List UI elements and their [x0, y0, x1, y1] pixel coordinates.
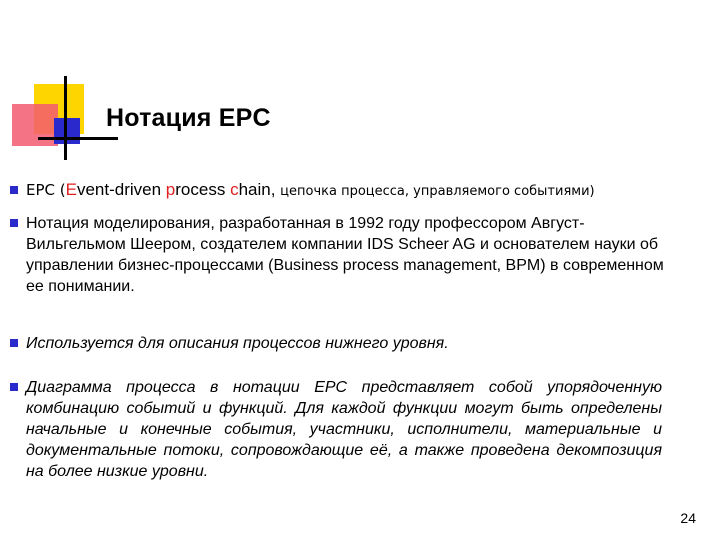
slide-title: Нотация EPC	[106, 104, 271, 132]
paragraph-usage: Используется для описания процессов нижнего уровня.	[26, 335, 449, 352]
lead-p-rest: rocess	[175, 180, 231, 199]
paragraph-definition: Нотация моделирования, разработанная в 1992 году профессором Август-Вильгельмом Шеером, создателем компании IDS Scheer AG и основателем науки об управлении бизнес-процессами (Business process management, BPM) в современном ее понимании.	[26, 215, 664, 295]
lead-abbr: EPC	[26, 181, 55, 199]
lead-p-first: p	[165, 180, 176, 199]
bullet-square-icon	[10, 383, 18, 391]
bullet-square-icon	[10, 219, 18, 227]
paragraph-diagram: Диаграмма процесса в нотации EPC представляет собой упорядоченную комбинацию событий и функций. Для каждой функции могут быть определены начальные и конечные события, участники, исполнители, материальные и документальные потоки, сопровождающие её, а также проведена декомпозиция на более низкие уровни.	[26, 379, 662, 480]
lead-open-paren: (	[55, 181, 66, 199]
slide-logo	[0, 0, 120, 170]
logo-blue-square	[54, 118, 80, 144]
lead-russian: цепочка процесса, управляемого событиями)	[280, 184, 595, 199]
page-number: 24	[680, 510, 696, 526]
lead-c-first: c	[230, 180, 239, 199]
lead-e-first: E	[65, 180, 77, 199]
lead-line	[26, 180, 595, 200]
lead-c-rest: hain,	[238, 180, 281, 199]
bullet-square-icon	[10, 339, 18, 347]
bullet-square-icon	[10, 186, 18, 194]
logo-horizontal-line	[38, 137, 118, 140]
logo-vertical-line	[64, 76, 67, 160]
lead-e-rest: vent-driven	[76, 180, 166, 199]
